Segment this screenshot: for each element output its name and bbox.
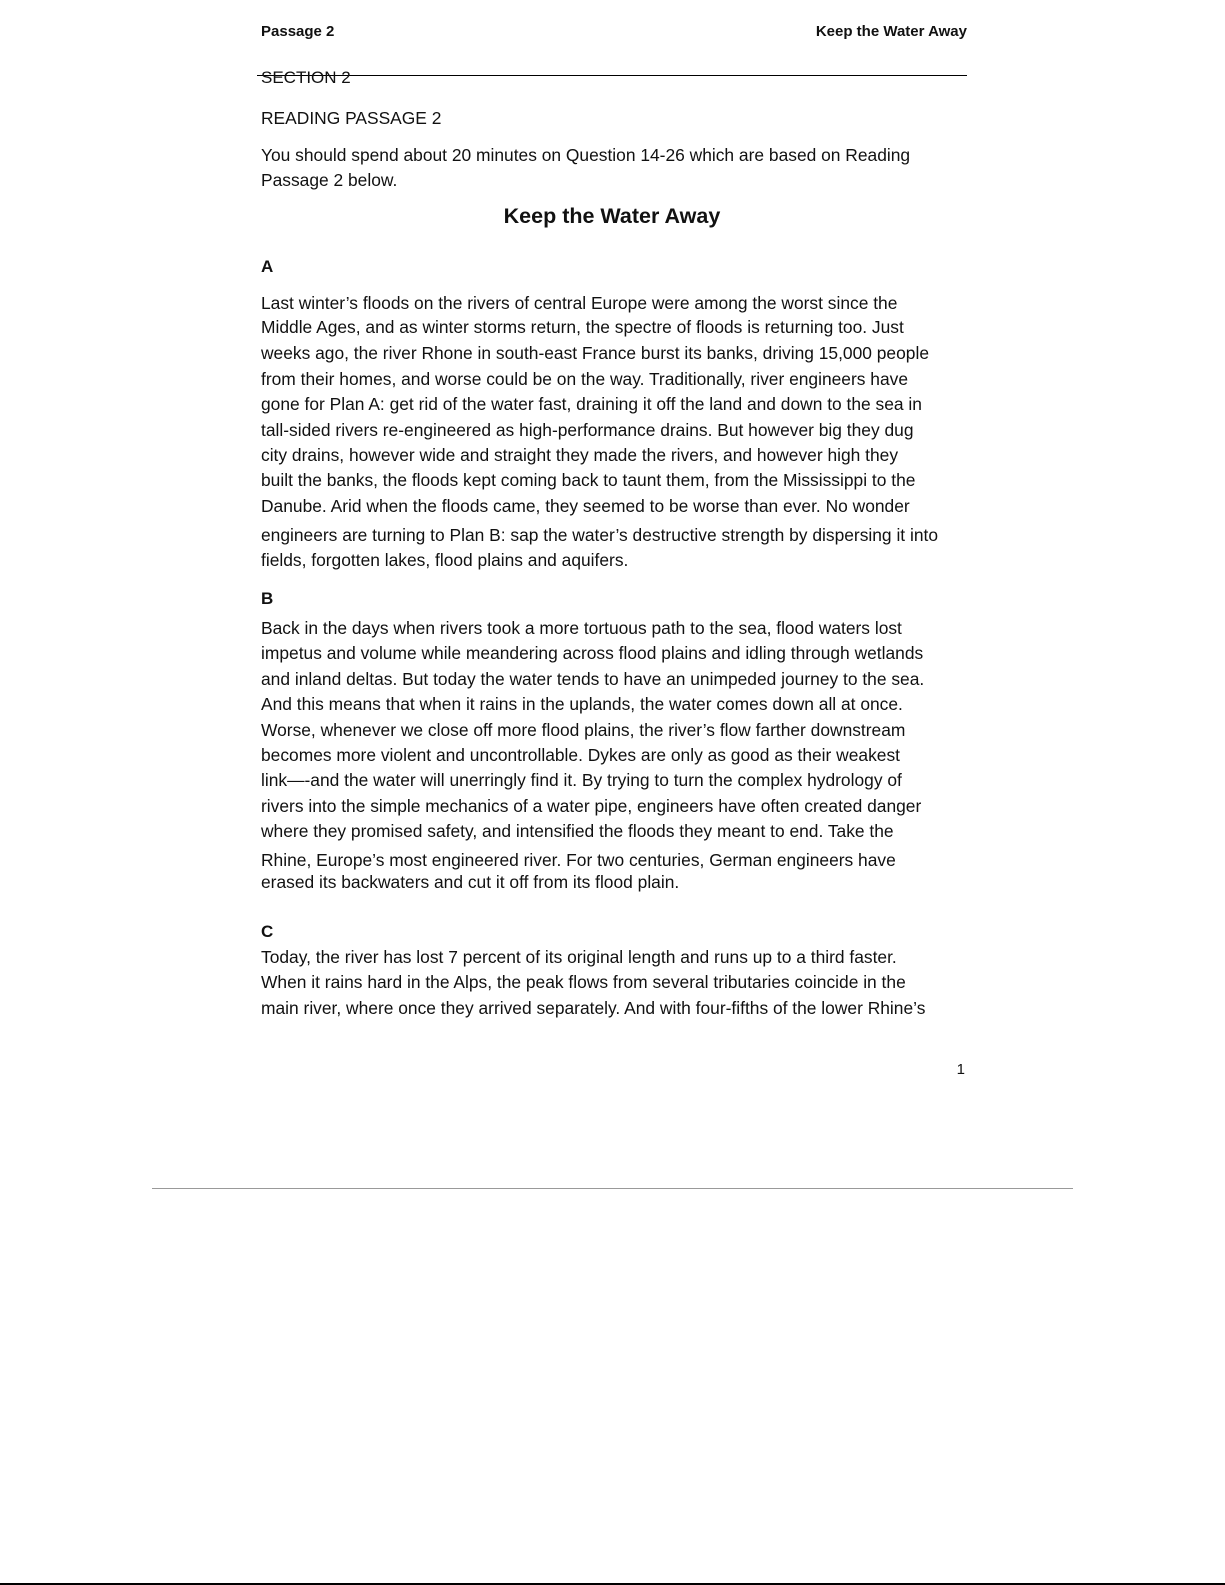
paragraph-line: Middle Ages, and as winter storms return, the spectre of floods is returning too. Just [261, 317, 904, 338]
paragraph-line: Danube. Arid when the floods came, they seemed to be worse than ever. No wonder [261, 495, 910, 516]
paragraph-line: Last winter’s floods on the rivers of central Europe were among the worst since the [261, 293, 898, 313]
paragraph-line: link—-and the water will unerringly find it. By trying to turn the complex hydrology of [261, 770, 902, 791]
paragraph-letter-b: B [261, 589, 274, 608]
paragraph-line: city drains, however wide and straight they made the rivers, and however high they [261, 445, 899, 466]
paragraph-line: tall-sided rivers re-engineered as high-performance drains. But however big they dug [261, 419, 914, 440]
paragraph-line: Rhine, Europe’s most engineered river. For two centuries, German engineers have [261, 849, 896, 870]
instructions-line: Passage 2 below. [261, 170, 398, 191]
paragraph-line: erased its backwaters and cut it off from its flood plain. [261, 871, 680, 892]
paragraph-letter-a: A [261, 257, 274, 276]
paragraph-c [261, 945, 973, 1021]
instructions-line: You should spend about 20 minutes on Question 14-26 which are based on Reading [261, 145, 911, 165]
section-rule [257, 75, 967, 76]
paragraph-line: rivers into the simple mechanics of a water pipe, engineers have often created danger [261, 795, 922, 816]
paragraph-line: weeks ago, the river Rhone in south-east France burst its banks, driving 15,000 people [261, 343, 929, 364]
running-header-right: Keep the Water Away [815, 23, 967, 40]
running-header-left: Passage 2 [261, 23, 335, 40]
paragraph-line: engineers are turning to Plan B: sap the water’s destructive strength by dispersing it into [261, 525, 939, 546]
passage-title: Keep the Water Away [503, 204, 721, 228]
paragraph-line: fields, forgotten lakes, flood plains and aquifers. [261, 549, 629, 570]
page-break-divider [152, 1188, 1073, 1189]
paragraph-line: becomes more violent and uncontrollable. Dykes are only as good as their weakest [261, 745, 900, 766]
paragraph-line: impetus and volume while meandering across flood plains and idling through wetlands [261, 643, 924, 664]
paragraph-line: When it rains hard in the Alps, the peak flows from several tributaries coincide in the [261, 972, 906, 993]
paragraph-a [261, 291, 973, 571]
paragraph-line: gone for Plan A: get rid of the water fast, draining it off the land and down to the sea in [261, 394, 922, 415]
paragraph-line: main river, where once they arrived separately. And with four-fifths of the lower Rhine’s [261, 997, 926, 1018]
paragraph-line: Worse, whenever we close off more flood plains, the river’s flow farther downstream [261, 719, 906, 740]
paragraph-b [261, 616, 973, 893]
page-number: 1 [956, 1061, 965, 1078]
paragraph-line: Today, the river has lost 7 percent of its original length and runs up to a third faster. [261, 947, 897, 967]
paragraph-letter-c: C [261, 922, 274, 941]
reading-passage-label: READING PASSAGE 2 [261, 108, 442, 128]
section-label: SECTION 2 [261, 68, 351, 87]
paragraph-line: where they promised safety, and intensified the floods they meant to end. Take the [261, 821, 894, 842]
paragraph-line: from their homes, and worse could be on the way. Traditionally, river engineers have [261, 368, 909, 389]
paragraph-line: Back in the days when rivers took a more tortuous path to the sea, flood waters lost [261, 618, 902, 638]
paragraph-line: built the banks, the floods kept coming back to taunt them, from the Mississippi to the [261, 470, 916, 491]
paragraph-line: And this means that when it rains in the uplands, the water comes down all at once. [261, 694, 903, 715]
instructions [261, 143, 973, 194]
paragraph-line: and inland deltas. But today the water tends to have an unimpeded journey to the sea. [261, 668, 925, 689]
